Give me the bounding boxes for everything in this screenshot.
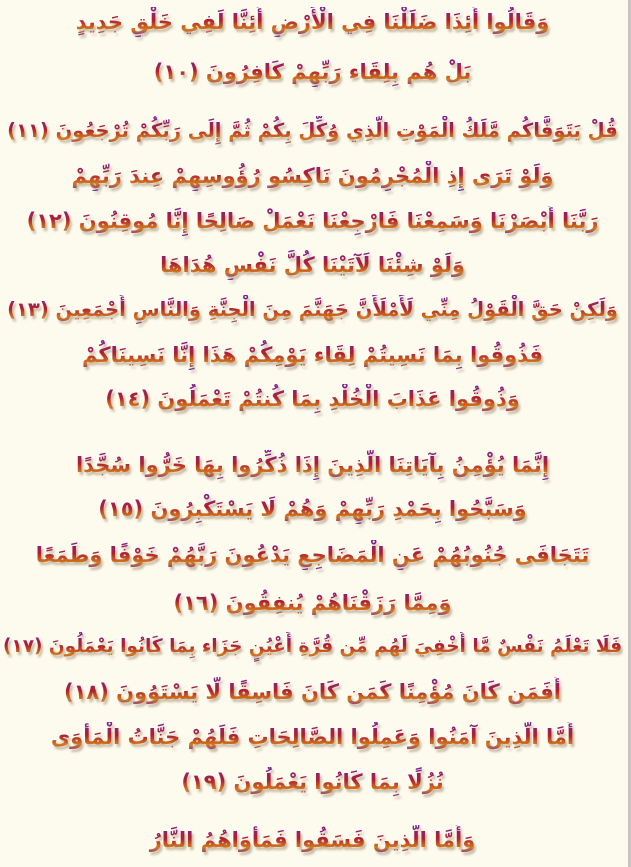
verse-line-3: قُلْ يَتَوَفَّاكُم مَّلَكُ الْمَوْتِ الَّذِي وُكِّلَ بِكُمْ ثُمَّ إِلَى رَبِّكُمْ تُرْجَعُونَ (١١) [0,116,625,146]
verse-line-9: وَذُوقُوا عَذَابَ الْخُلْدِ بِمَا كُنتُمْ تَعْمَلُونَ (١٤) [0,384,625,414]
verse-line-14: فَلَا تَعْلَمُ نَفْسٌ مَّا أُخْفِيَ لَهُم مِّن قُرَّةِ أَعْيُنٍ جَزَاء بِمَا كَانُوا يَعْمَلُونَ (١٧) [0,632,625,662]
verse-line-11: وَسَبَّحُوا بِحَمْدِ رَبِّهِمْ وَهُمْ لَا يَسْتَكْبِرُونَ (١٥) [0,494,625,524]
verse-line-5: رَبَّنَا أَبْصَرْنَا وَسَمِعْنَا فَارْجِعْنَا نَعْمَلْ صَالِحًا إِنَّا مُوقِنُونَ (١٢) [0,206,625,236]
verse-line-7: وَلَكِنْ حَقَّ الْقَوْلُ مِنِّي لَأَمْلَأَنَّ جَهَنَّمَ مِنَ الْجِنَّةِ وَالنَّاسِ أَجْمَعِينَ (١٣) [0,295,625,325]
verse-line-10: إِنَّمَا يُؤْمِنُ بِآيَاتِنَا الَّذِينَ إِذَا ذُكِّرُوا بِهَا خَرُّوا سُجَّدًا [0,450,625,480]
verse-line-1: وَقَالُوا أَئِذَا ضَلَلْنَا فِي الْأَرْضِ أَئِنَّا لَفِي خَلْقٍ جَدِيدٍ [0,7,625,37]
verse-line-6: وَلَوْ شِئْنَا لَآتَيْنَا كُلَّ نَفْسٍ هُدَاهَا [0,250,625,280]
verse-line-2: بَلْ هُم بِلِقَاء رَبِّهِمْ كَافِرُونَ (١٠) [0,57,625,87]
verse-line-16: أَمَّا الَّذِينَ آمَنُوا وَعَمِلُوا الصَّالِحَاتِ فَلَهُمْ جَنَّاتُ الْمَأْوَى [0,722,625,752]
verse-line-8: فَذُوقُوا بِمَا نَسِيتُمْ لِقَاء يَوْمِكُمْ هَذَا إِنَّا نَسِينَاكُمْ [0,340,625,370]
verse-line-17: نُزُلًا بِمَا كَانُوا يَعْمَلُونَ (١٩) [0,767,625,797]
verse-line-18: وَأَمَّا الَّذِينَ فَسَقُوا فَمَأْوَاهُمُ النَّارُ [0,825,625,855]
verse-line-4: وَلَوْ تَرَى إِذِ الْمُجْرِمُونَ نَاكِسُو رُؤُوسِهِمْ عِندَ رَبِّهِمْ [0,161,625,191]
verse-line-15: أَفَمَن كَانَ مُؤْمِنًا كَمَن كَانَ فَاسِقًا لَّا يَسْتَوُونَ (١٨) [0,677,625,707]
verse-line-12: تَتَجَافَى جُنُوبُهُمْ عَنِ الْمَضَاجِعِ يَدْعُونَ رَبَّهُمْ خَوْفًا وَطَمَعًا [0,540,625,570]
verse-line-13: وَمِمَّا رَزَقْنَاهُمْ يُنفِقُونَ (١٦) [0,588,625,618]
